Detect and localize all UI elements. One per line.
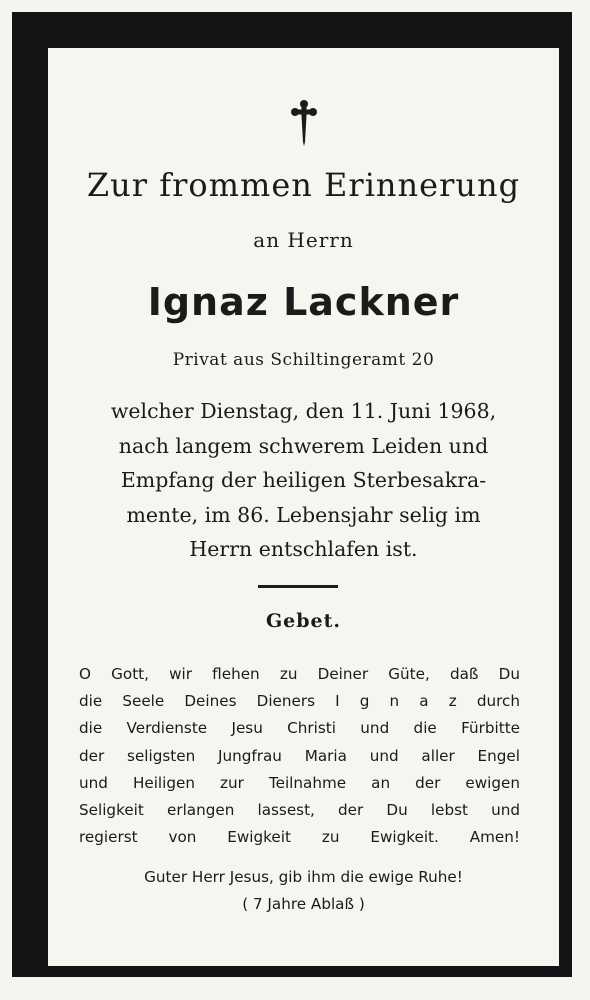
closing-line: Guter Herr Jesus, gib ihm die ewige Ruhe! <box>144 868 463 886</box>
prayer-line: der seligsten Jungfrau Maria und aller Engel <box>79 746 520 765</box>
prayer-line: Seligkeit erlangen lassest, der Du lebst und <box>79 801 520 820</box>
prayer-text <box>79 661 520 851</box>
indulgence-note: ( 7 Jahre Ablaß ) <box>242 895 365 914</box>
latin-cross-icon <box>288 98 320 148</box>
prayer-line: O Gott, wir flehen zu Deiner Güte, daß Du <box>79 665 520 683</box>
notice-line: nach langem schwerem Leiden und <box>118 433 489 458</box>
notice-line: welcher Dienstag, den 11. Juni 1968, <box>110 399 497 423</box>
prayer-line: regierst von Ewigkeit zu Ewigkeit. Amen! <box>79 828 520 847</box>
memorial-heading: Zur frommen Erinnerung <box>86 166 521 204</box>
death-notice <box>78 394 529 567</box>
prayer-line: und Heiligen zur Teilnahme an der ewigen <box>79 773 520 792</box>
notice-line: Empfang der heiligen Sterbesakra- <box>120 468 487 492</box>
deceased-name: Ignaz Lackner <box>147 280 460 324</box>
residence-line: Privat aus Schiltingeramt 20 <box>172 350 435 370</box>
prayer-title: Gebet. <box>265 610 342 632</box>
notice-line: Herrn entschlafen ist. <box>189 537 418 561</box>
honorific: an Herrn <box>253 228 354 252</box>
prayer-line: die Verdienste Jesu Christi und die Fürbitte <box>79 719 520 738</box>
prayer-line: die Seele Deines Dieners I g n a z durch <box>79 692 520 711</box>
notice-line: mente, im 86. Lebensjahr selig im <box>126 502 481 527</box>
closing-invocation <box>48 864 559 918</box>
section-divider <box>258 585 338 588</box>
card-content <box>48 48 559 966</box>
black-mourning-border <box>12 12 572 977</box>
cross-ornament <box>48 98 559 148</box>
